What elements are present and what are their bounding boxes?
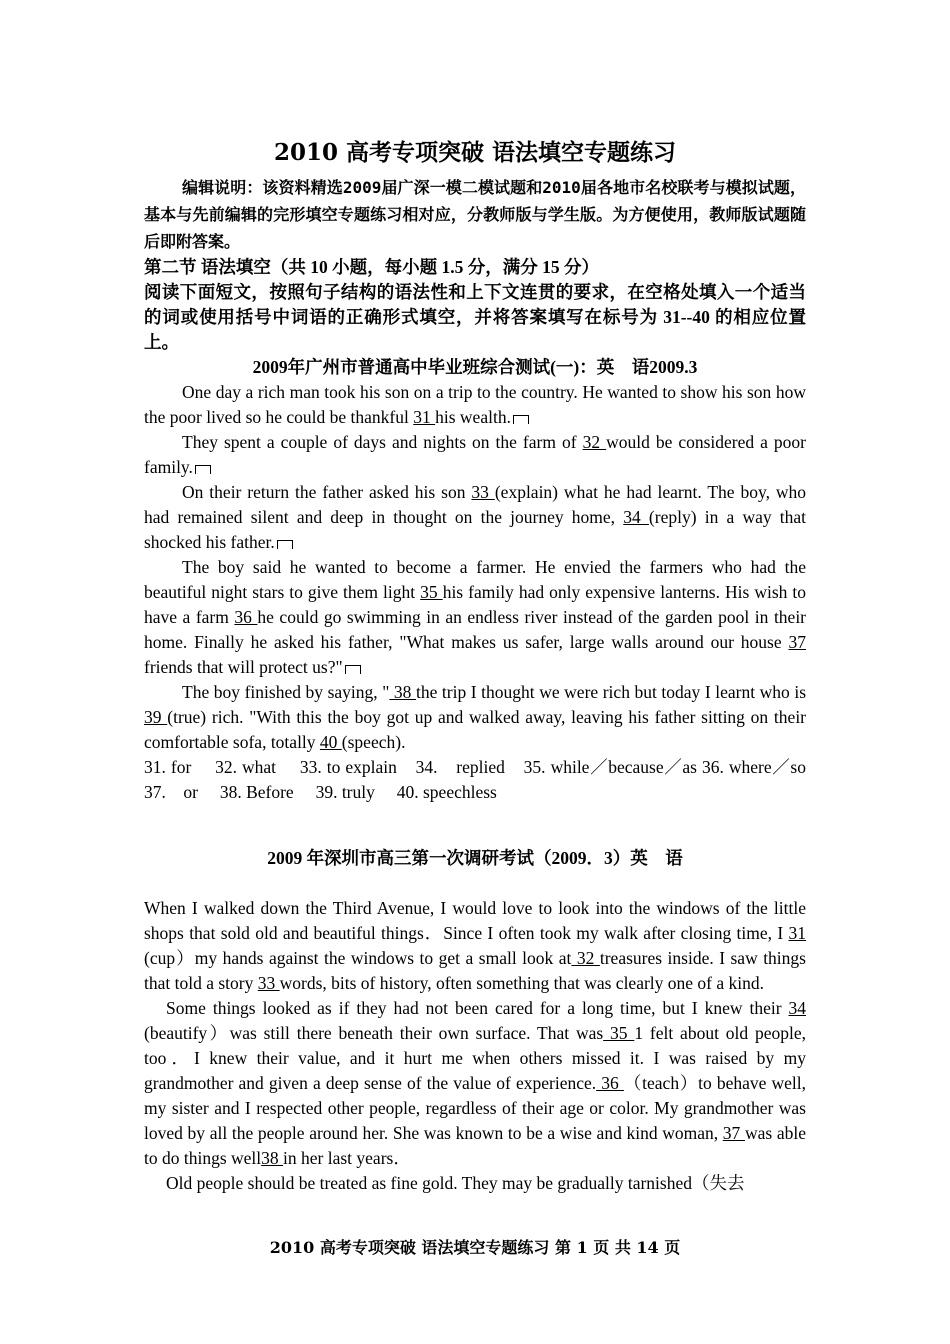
section-heading: 第二节 语法填空（共 10 小题，每小题 1.5 分，满分 15 分） (144, 257, 599, 277)
blank-34: 34 (623, 507, 649, 527)
main-column (144, 174, 824, 805)
exam1-paragraph-1 (144, 380, 806, 430)
blank-35: 35 (420, 582, 443, 602)
text: (cup）my hands against the windows to get a small look at (144, 948, 572, 968)
paragraph-mark-icon (345, 665, 361, 674)
blank-38: 38 (389, 682, 416, 702)
blank-35: 35 (603, 1023, 635, 1043)
instructions: 阅读下面短文，按照句子结构的语法性和上下文连贯的要求，在空格处填入一个适当的词或使用括号中词语的正确形式填空，并将答案填写在标号为 31--40 的相应位置上。 (144, 282, 806, 352)
blank-40: 40 (319, 732, 342, 752)
text: in her last years． (283, 1148, 411, 1168)
text: On their return the father asked his son (182, 482, 472, 502)
blank-37: 37 (788, 632, 806, 652)
blank-31: 31 (788, 923, 806, 943)
blank-36: 36 (234, 607, 258, 627)
blank-38: 38 (261, 1148, 284, 1168)
text: friends that will protect us?" (144, 657, 343, 677)
text: treasures inside. I saw things that told a story (144, 948, 806, 993)
blank-33: 33 (257, 973, 280, 993)
paragraph-mark-icon (277, 540, 293, 549)
text: One day a rich man took his son on a trip to the country. He wanted to show his son how the poor lived so he could be thankful (144, 382, 806, 427)
text: his family had only expensive lanterns. His wish to have a farm (144, 582, 807, 627)
text: he could go swimming in an endless river instead of the garden pool in their home. Finally he asked his father, "What makes us safer, large walls around our house (144, 607, 807, 652)
exam1-answers: 31. for 32. what 33. to explain 34. replied 35. while／because／as 36. where／so 37. or 38. Before 39. truly 40. speechless (144, 757, 824, 802)
third-column (144, 896, 806, 1196)
text: (speech). (341, 732, 406, 752)
blank-36: 36 (596, 1073, 624, 1093)
text: The boy said he wanted to become a farmer. He envied the farmers who had the beautiful night stars to give them light (144, 557, 806, 602)
exam1-paragraph-3 (144, 480, 806, 555)
second-column (144, 846, 806, 871)
exam1-paragraph-2 (144, 430, 806, 480)
text: The boy finished by saying, " (182, 682, 390, 702)
text: Some things looked as if they had not been cared for a long time, but I knew their (166, 998, 789, 1018)
blank-34: 34 (788, 998, 806, 1018)
exam1-paragraph-4 (144, 555, 806, 680)
text: （teach）to behave well, my sister and I respected other people, regardless of their age or color. My grandmother was loved by all the people around her. She was known to be a wise and kind woman, (144, 1073, 807, 1143)
blank-37: 37 (722, 1123, 745, 1143)
text: was able to do things well (144, 1123, 806, 1168)
text: his wealth. (435, 407, 511, 427)
editor-note: 编辑说明：该资料精选2009届广深一模二模试题和2010届各地市名校联考与模拟试题，基本与先前编辑的完形填空专题练习相对应，分教师版与学生版。为方便使用，教师版试题随后即附答案。 (144, 178, 806, 251)
text: (explain) what he had learnt. The boy, who had remained silent and deep in thought on the journey home, (144, 482, 807, 527)
exam2-heading: 2009 年深圳市高三第一次调研考试（2009．3）英 语 (267, 848, 683, 868)
blank-32: 32 (571, 948, 600, 968)
exam2-paragraph-2 (144, 996, 806, 1171)
text: the trip I thought we were rich but today I learnt who is (415, 682, 807, 702)
blank-32: 32 (582, 432, 607, 452)
blank-31: 31 (413, 407, 436, 427)
blank-39: 39 (144, 707, 168, 727)
page-footer: 2010 高考专项突破 语法填空专题练习 第 1 页 共 14 页 (269, 1238, 681, 1257)
exam1-heading: 2009年广州市普通高中毕业班综合测试(一)：英 语2009.3 (252, 357, 698, 377)
text: When I walked down the Third Avenue, I would love to look into the windows of the little shops that sold old and beautiful things．Since I often took my walk after closing time, I (144, 898, 806, 943)
paragraph-mark-icon (195, 465, 211, 474)
exam1-paragraph-5 (144, 680, 806, 755)
document-title: 2010 高考专项突破 语法填空专题练习 (273, 139, 677, 166)
text: (beautify）was still there beneath their own surface. That was (144, 1023, 604, 1043)
text: would be considered a poor family. (144, 432, 807, 477)
exam2-paragraph-1 (144, 896, 806, 996)
text: words, bits of history, often something that was clearly one of a kind. (279, 973, 765, 993)
text: They spent a couple of days and nights on the farm of (182, 432, 583, 452)
text: (true) rich. "With this the boy got up and walked away, leaving his father sitting on their comfortable sofa, totally (144, 707, 807, 752)
text: 1 felt about old people, too．I knew their value, and it hurt me when others missed it. I was raised by my grandmother and given a deep sense of the value of experience. (144, 1023, 806, 1093)
exam2-paragraph-3: Old people should be treated as fine gold. They may be gradually tarnished（失去 (166, 1173, 745, 1193)
blank-33: 33 (471, 482, 495, 502)
paragraph-mark-icon (513, 415, 529, 424)
text: (reply) in a way that shocked his father. (144, 507, 807, 552)
